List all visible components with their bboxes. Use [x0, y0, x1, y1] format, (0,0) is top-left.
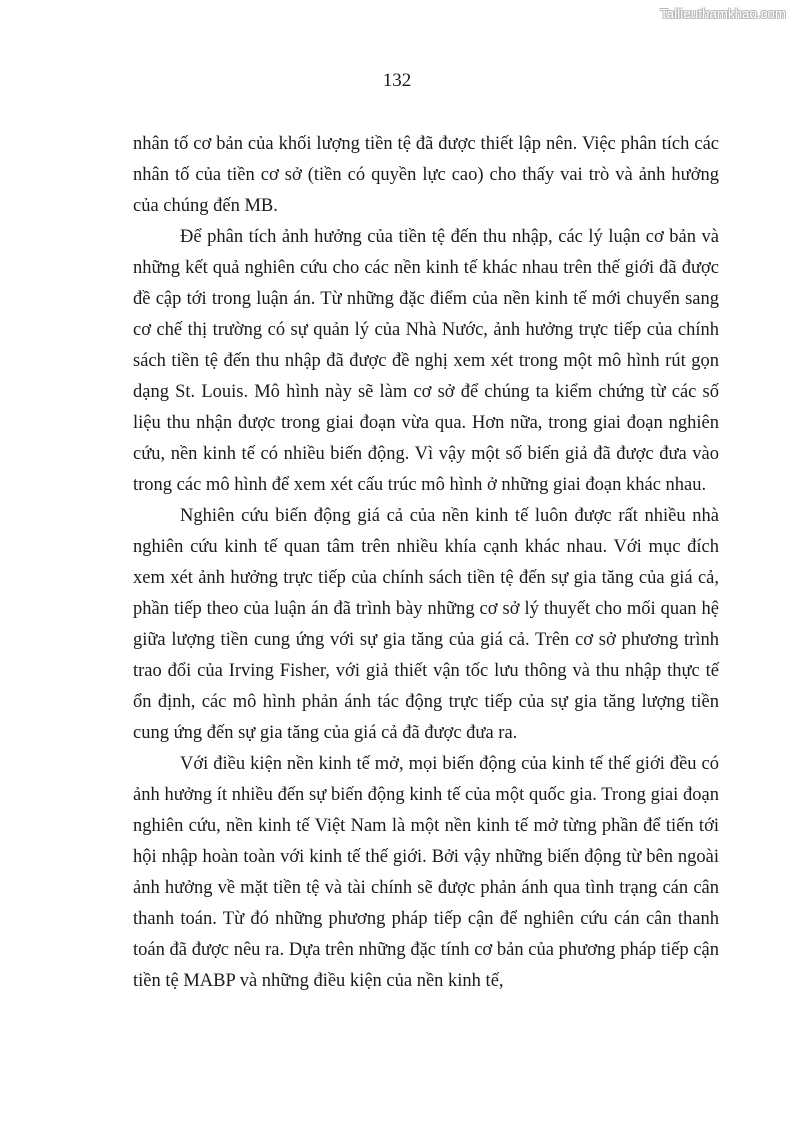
- page-number: 132: [382, 70, 412, 91]
- paragraph: nhân tố cơ bản của khối lượng tiền tệ đã được thiết lập nên. Việc phân tích các nhân tố của tiền cơ sở (tiền có quyền lực cao) cho thấy vai trò và ảnh hưởng của chúng đến MB.: [133, 134, 719, 216]
- paragraph: Để phân tích ảnh hưởng của tiền tệ đến thu nhập, các lý luận cơ bản và những kết quả nghiên cứu cho các nền kinh tế khác nhau trên thế giới đã được đề cập tới trong luận án. Từ những đặc điểm của nền kinh tế mới chuyển sang cơ chế thị trường có sự quản lý của Nhà Nước, ảnh hưởng trực tiếp của chính sách tiền tệ đến thu nhập đã được đề nghị xem xét trong một mô hình rút gọn dạng St. Louis. Mô hình này sẽ làm cơ sở để chúng ta kiểm chứng từ các số liệu thu nhận được trong giai đoạn vừa qua. Hơn nữa, trong giai đoạn nghiên cứu, nền kinh tế có nhiều biến động. Vì vậy một số biến giả đã được đưa vào trong các mô hình để xem xét cấu trúc mô hình ở những giai đoạn khác nhau.: [133, 227, 719, 495]
- watermark: Tailieuthamkhao.com: [660, 6, 786, 21]
- paragraph: Nghiên cứu biến động giá cả của nền kinh tế luôn được rất nhiều nhà nghiên cứu kinh tế quan tâm trên nhiều khía cạnh khác nhau. Với mục đích xem xét ảnh hưởng trực tiếp của chính sách tiền tệ đến sự gia tăng của giá cả, phần tiếp theo của luận án đã trình bày những cơ sở lý thuyết cho mối quan hệ giữa lượng tiền cung ứng với sự gia tăng của giá cả. Trên cơ sở phương trình trao đổi của Irving Fisher, với giả thiết vận tốc lưu thông và thu nhập thực tế ổn định, các mô hình phản ánh tác động trực tiếp của sự gia tăng lượng tiền cung ứng đến sự gia tăng của giá cả đã được đưa ra.: [133, 506, 719, 743]
- paragraph: Với điều kiện nền kinh tế mở, mọi biến động của kinh tế thế giới đều có ảnh hưởng ít nhiều đến sự biến động kinh tế của một quốc gia. Trong giai đoạn nghiên cứu, nền kinh tế Việt Nam là một nền kinh tế mở từng phần để tiến tới hội nhập hoàn toàn với kinh tế thế giới. Bởi vậy những biến động từ bên ngoài ảnh hưởng về mặt tiền tệ và tài chính sẽ được phản ánh qua tình trạng cán cân thanh toán. Từ đó những phương pháp tiếp cận để nghiên cứu cán cân thanh toán đã được nêu ra. Dựa trên những đặc tính cơ bản của phương pháp tiếp cận tiền tệ MABP và những điều kiện của nền kinh tế,: [133, 754, 719, 991]
- body-text: [133, 129, 719, 997]
